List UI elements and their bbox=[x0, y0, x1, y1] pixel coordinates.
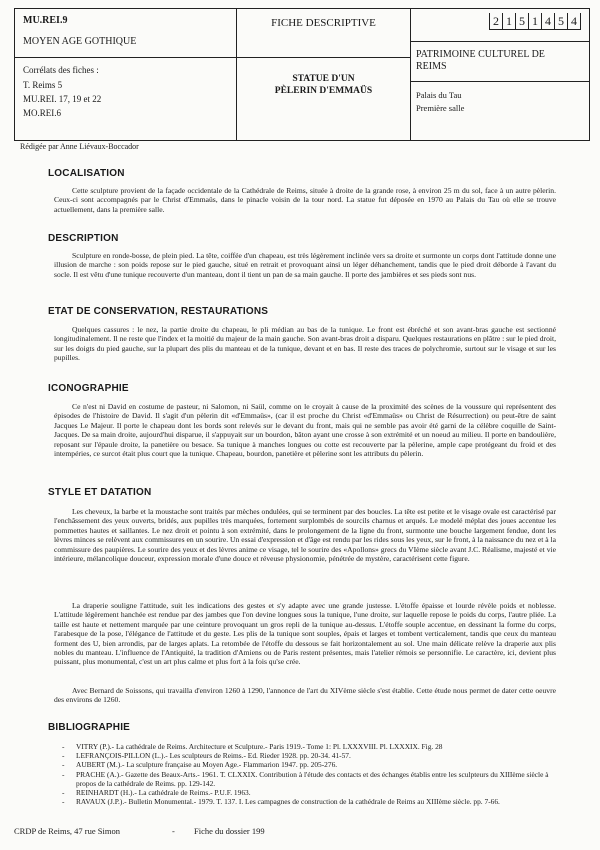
section-title-iconographie: ICONOGRAPHIE bbox=[48, 383, 129, 394]
section-title-description: DESCRIPTION bbox=[48, 233, 119, 244]
correlated-item: T. Reims 5 bbox=[23, 80, 63, 90]
divider bbox=[237, 57, 410, 58]
fiche-type: FICHE DESCRIPTIVE bbox=[271, 17, 376, 29]
heritage-line-1: PATRIMOINE CULTUREL DE bbox=[416, 49, 545, 60]
code-digit: 1 bbox=[502, 13, 515, 30]
footer-separator: - bbox=[172, 826, 175, 836]
divider bbox=[15, 57, 236, 58]
section-title-etat: ETAT DE CONSERVATION, RESTAURATIONS bbox=[48, 306, 269, 317]
footer-publisher: CRDP de Reims, 47 rue Simon bbox=[14, 826, 120, 836]
location-room: Première salle bbox=[416, 103, 465, 113]
header-box bbox=[14, 8, 590, 141]
bibliography-item: - RAVAUX (J.P.).- Bulletin Monumental.- 1979. T. 137. I. Les campagnes de construction de la cathédrale de Reims au XIIIème siècle. pp. 7-66. bbox=[62, 797, 562, 806]
correlated-label: Corrélats des fiches : bbox=[23, 65, 99, 75]
footer-dossier: Fiche du dossier 199 bbox=[194, 826, 265, 836]
location-place: Palais du Tau bbox=[416, 90, 462, 100]
section-title-bibliographie: BIBLIOGRAPHIE bbox=[48, 722, 131, 733]
code-digit: 5 bbox=[515, 13, 528, 30]
header-left-column bbox=[15, 9, 236, 140]
bibliography-item: - LEFRANÇOIS-PILLON (L.).- Les sculpteurs de Reims.- Ed. Rieder 1928. pp. 20-34. 41-57. bbox=[62, 751, 562, 760]
localisation-text: Cette sculpture provient de la façade occidentale de la Cathédrale de Reims, située à droite de la grande rose, à environ 25 m du sol, face à un autre pèlerin. Ceux-ci sont accompagnés par le Christ d'Emmaüs, dans le pinacle voisin de la tour nord. La statue fut déposée en 1970 au Palais du Tau où elle se trouve actuellement, dans la première salle. bbox=[54, 186, 556, 214]
inventory-code bbox=[489, 13, 581, 30]
correlated-item: MO.REI.6 bbox=[23, 108, 61, 118]
section-title-localisation: LOCALISATION bbox=[48, 168, 125, 179]
reference-code: MU.REI.9 bbox=[23, 15, 68, 26]
header-center-column bbox=[236, 9, 411, 140]
divider bbox=[410, 81, 589, 82]
header-right-column bbox=[410, 9, 589, 140]
correlated-item: MU.REI. 17, 19 et 22 bbox=[23, 94, 102, 104]
period-label: MOYEN AGE GOTHIQUE bbox=[23, 36, 137, 47]
title-line-1: STATUE D'UN bbox=[292, 74, 355, 84]
heritage-line-2: REIMS bbox=[416, 61, 447, 72]
bibliography-item: - PRACHE (A.).- Gazette des Beaux-Arts.- 1961. T. CLXXIX. Contribution à l'étude des contacts et des échanges établis entre les sculpteurs du XIIIème siècle à propos de la cathédrale de Reims. pp. 129-142. bbox=[62, 770, 562, 788]
code-digit: 4 bbox=[567, 13, 581, 30]
etat-text: Quelques cassures : le nez, la partie droite du chapeau, le pli médian au bas de la tunique. Le front est ébréché et son avant-bras gauche est sectionné longitudinalement. Il ne reste que l'index et la moitié du majeur de la main gauche. Son avant-bras droit a disparu. Quelques restaurations en plâtre : sur le pied droit, sur les doigts du pied gauche, sur la plupart des plis du manteau et de la tunique, devant et en bas. Il reste des traces de polychromie, surtout sur le visage et sur les pupilles. bbox=[54, 325, 556, 363]
iconographie-text: Ce n'est ni David en costume de pasteur, ni Salomon, ni Saül, comme on le croyait à cause de la proximité des scènes de la voussure qui représentent des épisodes de l'histoire de David. Il s'agit d'un pèlerin dit «d'Emmaüs», (car il est proche du Christ «d'Emmaüs» ou Christ de Résurrection) ou peut-être de saint Jacques Le Majeur. Il porte le chapeau dont les bords sont relevés sur le devant du front, mais qui ne semble pas avoir été garni de la célèbre coquille de Saint-Jacques. De sa main droite, aujourd'hui disparue, il s'appuyait sur un bourdon, bâton ayant une crosse à son extrémité et un noeud au milieu. Il porte en bandoulière, reposant sur l'épaule droite, la panetière ou besace. Sa tunique à manches longues ou cotte est recouverte par la pèlerine, ample cape protégeant du froid et des intempéries, ce surcot était plus court que la tunique. Chapeau, bourdon, panetière et pèlerine sont les attributs du pèlerin. bbox=[54, 402, 556, 459]
bibliography-item: - AUBERT (M.).- La sculpture française au Moyen Age.- Flammarion 1947. pp. 205-276. bbox=[62, 760, 562, 769]
code-digit: 2 bbox=[489, 13, 502, 30]
bibliography-list bbox=[62, 742, 562, 806]
style-paragraph: La draperie souligne l'attitude, suit les indications des gestes et s'y adapte avec une grande justesse. L'étoffe épaisse et lourde révèle poids et noblesse. L'attitude légèrement hanchée est rendue par des jambes que l'on devine longues sous la tunique, l'une droite, sur laquelle repose le poids du corps, l'autre pliée. La taille est haute et nettement marquée par une ceinture provoquant un gros repli de la tunique au-dessus. L'étoffe souple accentue, en dessinant la forme du corps, l'arabesque de la pose, l'élégance de l'attitude et du geste. Les plis de la tunique sont souples, épais et larges et tombent verticalement, tandis que ceux du manteau forment des U, bien arrondis, par de larges aplats. La retombée de l'étoffe du dessous se fait horizontalement au sol. Une main délicate relève la draperie aux plis nobles du manteau. L'influence de l'Antiquité, la tradition d'Amiens ou de Paris restent présentes, mais l'atelier rémois se personnifie. Le caractère, ici, devient plus puissant, plus monumental, c'est un art plus calme et plus fort à la fois qu'se crée. bbox=[54, 601, 556, 667]
divider bbox=[410, 41, 589, 42]
style-paragraph: Les cheveux, la barbe et la moustache sont traités par mèches ondulées, qui se terminent par des boucles. La tête est petite et le visage ovale est caractérisé par l'enchâssement des yeux ouverts, bridés, aux pupilles très marquées, fortement surplombés de sourcils charnus et arqués. Le modelé méplat des joues accentue les pommettes hautes et saillantes. Le nez droit et pointu à son extrémité, dans le prolongement de la ligne du front, surmonte une bouche largement fendue, dont les lèvres minces se relèvent aux commissures en un sourire. Un essai d'expression et d'âge est rendu par les rides sous les yeux, sur le front, à la naissance du nez et à la commissure des paupières. Le sourire des yeux et des lèvres anime ce visage, tel le sourire des «Apollons» grecs du VIème siècle avant J.C. Réalisme, majesté et vie intérieure, mélancolique douceur, expression morale d'une douce et réveuse physionomie, pénétrée de mystère, caractérisent cette figure. bbox=[54, 507, 556, 564]
author-credit: Rédigée par Anne Liévaux-Boccador bbox=[20, 142, 139, 151]
bibliography-item: - REINHARDT (H.).- La cathédrale de Reims.- P.U.F. 1963. bbox=[62, 788, 562, 797]
style-paragraph: Avec Bernard de Soissons, qui travailla d'environ 1260 à 1290, l'annonce de l'art du XIVème siècle s'est établie. Cette étude nous permet de dater cette oeuvre des environs de 1260. bbox=[54, 686, 556, 705]
code-digit: 4 bbox=[541, 13, 554, 30]
title-line-2: PÈLERIN D'EMMAÜS bbox=[274, 86, 373, 96]
code-digit: 1 bbox=[528, 13, 541, 30]
bibliography-item: - VITRY (P.).- La cathédrale de Reims. Architecture et Sculpture.- Paris 1919.- Tome 1: Pl. LXXXVIII. Pl. LXXXIX. Fig. 28 bbox=[62, 742, 562, 751]
description-text: Sculpture en ronde-bosse, de plein pied. La tête, coiffée d'un chapeau, est très légèrement inclinée vers sa droite et surmonte un corps dont l'attitude donne une illusion de marche : son poids repose sur le pied gauche, situé en retrait et provoquant ainsi un léger déhanchement, tandis que le pied droit déborde à l'avant du socle. Il est vêtu d'une tunique recouverte d'un manteau, dont il tient un pan de sa main gauche. Il porte des jambières et ses pieds sont nus. bbox=[54, 251, 556, 279]
code-digit: 5 bbox=[554, 13, 567, 30]
section-title-style: STYLE ET DATATION bbox=[48, 487, 152, 498]
